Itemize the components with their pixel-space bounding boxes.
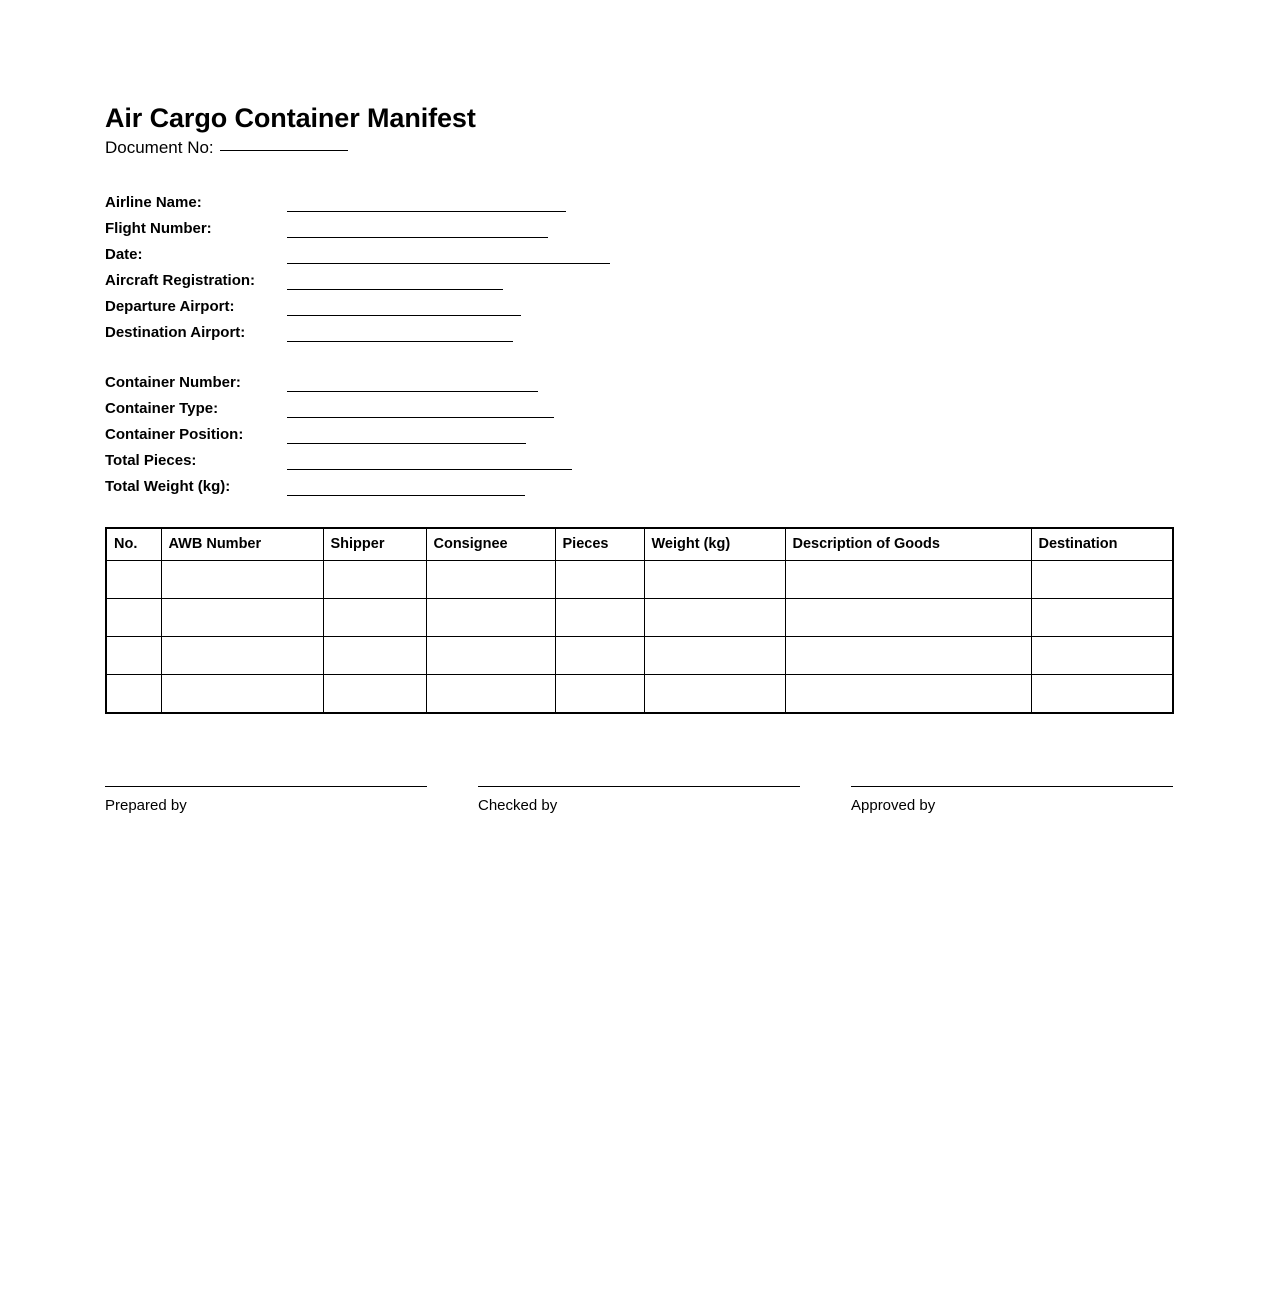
signature-label: Checked by — [478, 797, 558, 814]
container-field-input[interactable] — [287, 469, 572, 470]
signature-item — [105, 786, 427, 814]
table-cell[interactable] — [161, 599, 323, 637]
table-cell[interactable] — [426, 637, 555, 675]
table-cell[interactable] — [785, 675, 1031, 714]
column-header: Destination — [1031, 528, 1173, 561]
container-field-label: Total Pieces: — [105, 452, 197, 469]
cargo-table-body — [106, 561, 1173, 714]
container-field-input[interactable] — [287, 417, 554, 418]
table-cell[interactable] — [555, 599, 644, 637]
table-cell[interactable] — [161, 675, 323, 714]
flight-field-label: Date: — [105, 246, 143, 263]
signature-input[interactable] — [478, 786, 800, 787]
table-cell[interactable] — [1031, 599, 1173, 637]
flight-field-label: Airline Name: — [105, 194, 202, 211]
flight-details-group — [105, 190, 255, 346]
table-cell[interactable] — [644, 637, 785, 675]
column-header: No. — [106, 528, 161, 561]
table-header-row — [106, 528, 1173, 561]
table-cell[interactable] — [323, 637, 426, 675]
table-row — [106, 637, 1173, 675]
table-cell[interactable] — [644, 675, 785, 714]
table-cell[interactable] — [785, 561, 1031, 599]
flight-field-input[interactable] — [287, 341, 513, 342]
table-cell[interactable] — [1031, 675, 1173, 714]
table-cell[interactable] — [426, 675, 555, 714]
container-field-label: Total Weight (kg): — [105, 478, 231, 495]
container-field-row — [105, 448, 243, 474]
table-cell[interactable] — [644, 561, 785, 599]
flight-field-label: Aircraft Registration: — [105, 272, 256, 289]
flight-field-label: Flight Number: — [105, 220, 212, 237]
column-header: Consignee — [426, 528, 555, 561]
flight-field-input[interactable] — [287, 237, 548, 238]
flight-field-label: Departure Airport: — [105, 298, 235, 315]
flight-field-input[interactable] — [287, 315, 521, 316]
document-number-input[interactable] — [220, 150, 348, 151]
table-cell[interactable] — [1031, 561, 1173, 599]
table-cell[interactable] — [323, 599, 426, 637]
container-field-input[interactable] — [287, 495, 525, 496]
container-field-input[interactable] — [287, 443, 526, 444]
container-field-label: Container Number: — [105, 374, 241, 391]
container-field-label: Container Position: — [105, 426, 244, 443]
table-row — [106, 599, 1173, 637]
table-cell[interactable] — [106, 637, 161, 675]
container-field-row — [105, 422, 243, 448]
table-cell[interactable] — [555, 675, 644, 714]
document-number-label: Document No: — [105, 138, 214, 157]
table-cell[interactable] — [323, 561, 426, 599]
container-field-row — [105, 370, 243, 396]
signature-label: Prepared by — [105, 797, 187, 814]
document-number-row — [105, 137, 348, 159]
signature-input[interactable] — [105, 786, 427, 787]
table-cell[interactable] — [426, 599, 555, 637]
table-cell[interactable] — [323, 675, 426, 714]
cargo-table-head — [106, 528, 1173, 561]
table-cell[interactable] — [555, 637, 644, 675]
container-field-row — [105, 474, 243, 500]
flight-field-row — [105, 190, 255, 216]
table-cell[interactable] — [106, 675, 161, 714]
flight-field-row — [105, 294, 255, 320]
flight-field-input[interactable] — [287, 211, 566, 212]
container-field-input[interactable] — [287, 391, 538, 392]
table-cell[interactable] — [1031, 637, 1173, 675]
column-header: Description of Goods — [785, 528, 1031, 561]
table-cell[interactable] — [426, 561, 555, 599]
column-header: AWB Number — [161, 528, 323, 561]
flight-field-row — [105, 242, 255, 268]
container-details-group — [105, 370, 243, 500]
flight-field-row — [105, 320, 255, 346]
flight-field-input[interactable] — [287, 289, 503, 290]
signature-label: Approved by — [851, 797, 936, 814]
flight-field-label: Destination Airport: — [105, 324, 246, 341]
table-cell[interactable] — [161, 637, 323, 675]
page-title: Air Cargo Container Manifest — [105, 103, 476, 134]
signature-input[interactable] — [851, 786, 1173, 787]
flight-field-input[interactable] — [287, 263, 610, 264]
table-row — [106, 675, 1173, 714]
table-cell[interactable] — [106, 599, 161, 637]
table-cell[interactable] — [785, 637, 1031, 675]
table-cell[interactable] — [106, 561, 161, 599]
table-row — [106, 561, 1173, 599]
signature-item — [851, 786, 1173, 814]
column-header: Weight (kg) — [644, 528, 785, 561]
table-cell[interactable] — [785, 599, 1031, 637]
table-cell[interactable] — [555, 561, 644, 599]
cargo-table — [105, 527, 1174, 714]
table-cell[interactable] — [644, 599, 785, 637]
table-cell[interactable] — [161, 561, 323, 599]
column-header: Shipper — [323, 528, 426, 561]
column-header: Pieces — [555, 528, 644, 561]
signature-item — [478, 786, 800, 814]
flight-field-row — [105, 216, 255, 242]
container-field-label: Container Type: — [105, 400, 219, 417]
flight-field-row — [105, 268, 255, 294]
signature-block — [105, 786, 1172, 828]
container-field-row — [105, 396, 243, 422]
